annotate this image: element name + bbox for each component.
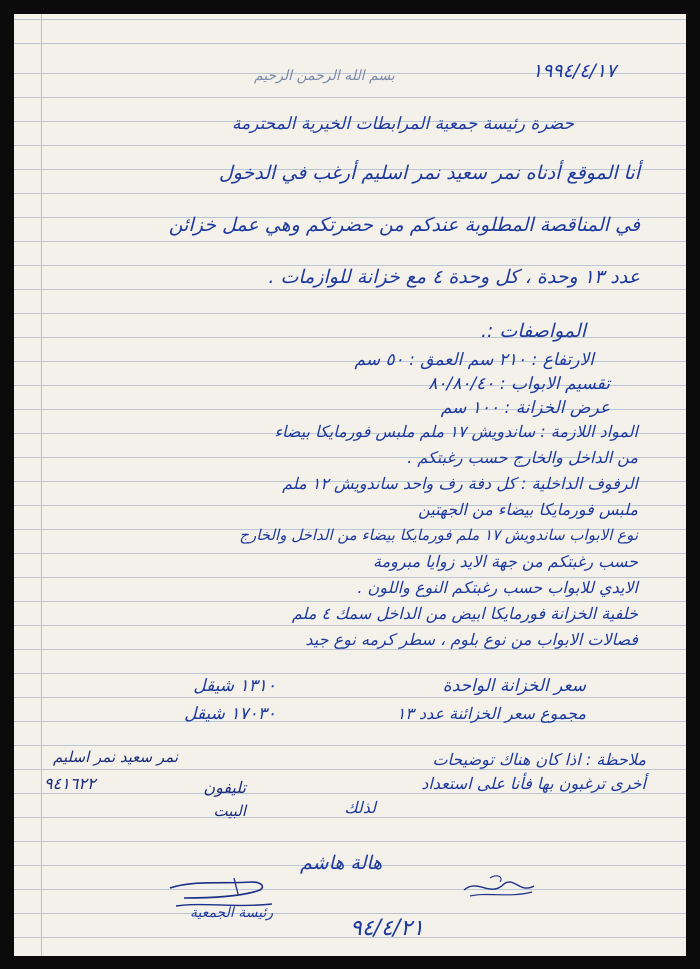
note-line-2: أخرى ترغبون بها فأنا على استعداد xyxy=(421,774,646,793)
letter-sheet xyxy=(14,14,686,956)
spec-row: ملبس فورمايكا بيضاء من الجهتين xyxy=(418,500,638,519)
spec-row: فصالات الابواب من نوع بلوم ، سطر كرمه نوع جيد xyxy=(305,630,638,649)
basmala: بسم الله الرحمن الرحيم xyxy=(254,68,395,84)
approval-name: هالة هاشم xyxy=(300,852,383,874)
spec-row: تقسيم الابواب : ٨٠/٨٠/٤٠ xyxy=(428,374,610,394)
letter-date: ١٩٩٤/٤/١٧ xyxy=(532,60,617,82)
spec-row: حسب رغبتكم من جهة الايد زوايا مبرومة xyxy=(373,552,638,571)
spec-row: الايدي للابواب حسب رغبتكم النوع واللون . xyxy=(357,578,638,597)
scribble-signature xyxy=(460,870,540,904)
home-label: البيت xyxy=(213,802,246,820)
note-line-3: لذلك xyxy=(344,798,376,817)
body-line-3: عدد ١٣ وحدة ، كل وحدة ٤ مع خزانة للوازمات . xyxy=(268,266,640,288)
spec-row: الرفوف الداخلية : كل دفة رف واحد ساندويش ١٢ ملم xyxy=(282,474,638,493)
phone-number: ٩٤١٦٢٢ xyxy=(44,774,96,793)
spec-row: المواد اللازمة : ساندويش ١٧ ملم ملبس فورمايكا بيضاء xyxy=(274,422,638,441)
spec-row: الارتفاع : ٢١٠ سم العمق : ٥٠ سم xyxy=(354,350,594,370)
total-price-value: ١٧٠٣٠ شيقل xyxy=(184,704,276,724)
body-line-1: أنا الموقع أدناه نمر سعيد نمر اسليم أرغب في الدخول xyxy=(218,162,640,184)
unit-price-label: سعر الخزانة الواحدة xyxy=(442,676,586,696)
addressee-line: حضرة رئيسة جمعية المرابطات الخيرية المحترمة xyxy=(232,114,575,134)
total-price-label: مجموع سعر الخزائنة عدد ١٣ xyxy=(396,704,586,723)
body-line-2: في المناقصة المطلوبة عندكم من حضرتكم وهي عمل خزائن xyxy=(168,214,640,236)
president-label: رئيسة الجمعية xyxy=(190,905,274,921)
unit-price-value: ١٣١٠ شيقل xyxy=(193,676,276,696)
spec-row: من الداخل والخارج حسب رغبتكم . xyxy=(407,448,638,467)
phone-label: تليفون xyxy=(203,778,246,797)
spec-row: خلفية الخزانة فورمايكا ابيض من الداخل سمك ٤ ملم xyxy=(291,604,638,623)
received-date: ٩٤/٤/٢١ xyxy=(350,916,424,941)
contact-name: نمر سعيد نمر اسليم xyxy=(53,748,178,766)
note-line-1: ملاحظة : اذا كان هناك توضيحات xyxy=(432,750,646,769)
spec-row: نوع الابواب ساندويش ١٧ ملم فورمايكا بيضاء من الداخل والخارج xyxy=(239,526,638,544)
specs-heading: المواصفات :. xyxy=(480,320,586,342)
spec-row: عرض الخزانة : ١٠٠ سم xyxy=(440,398,610,418)
